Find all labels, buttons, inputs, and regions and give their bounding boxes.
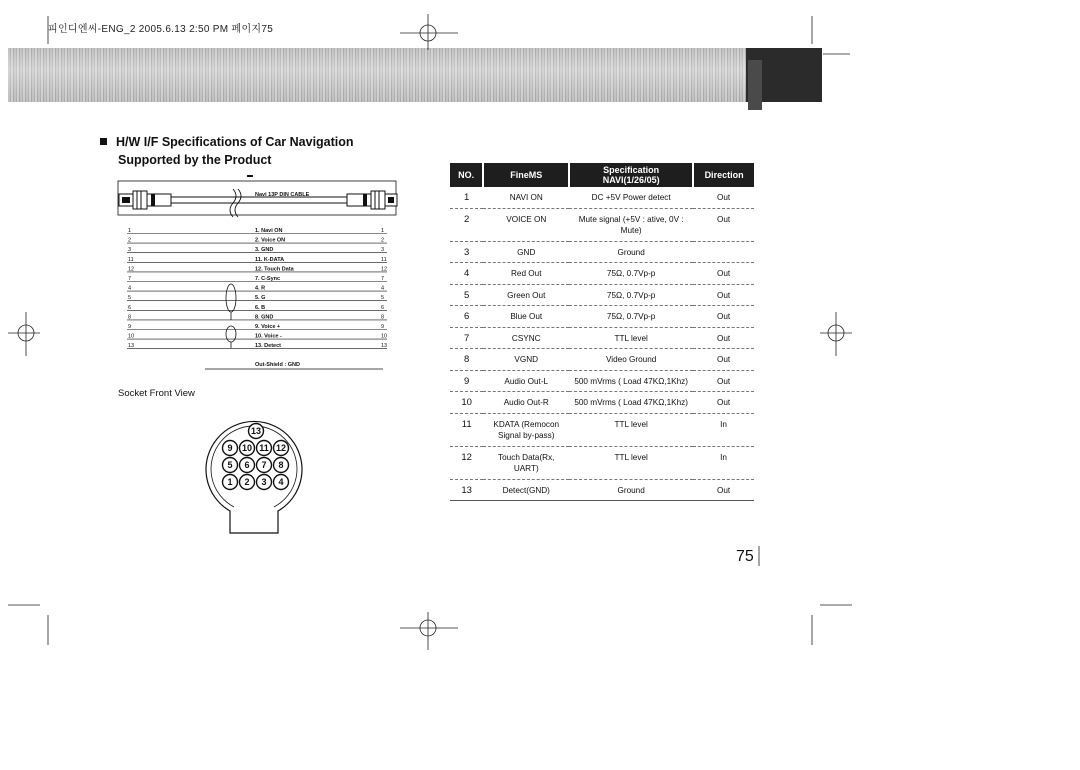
- cell-direction: In: [693, 413, 754, 446]
- table-row: [450, 284, 754, 306]
- socket-pin-number: 3: [261, 477, 267, 487]
- section-title-line2: Supported by the Product: [118, 153, 272, 167]
- header-specification: [569, 163, 693, 187]
- wire-right-number: 1: [381, 228, 385, 234]
- shield-ellipse-voice: [226, 326, 236, 342]
- socket-pin-number: 10: [241, 443, 253, 453]
- cell-direction: Out: [693, 208, 754, 241]
- cell-no: 2: [450, 208, 483, 241]
- print-header-info: 피인디엔씨-ENG_2 2005.6.13 2:50 PM 페이지75: [48, 24, 274, 35]
- wire-right-number: 2: [381, 237, 385, 244]
- cell-finems: CSYNC: [483, 327, 569, 349]
- cell-direction: Out: [693, 263, 754, 285]
- cell-finems: Touch Data(Rx, UART): [483, 446, 569, 479]
- table-row: [450, 306, 754, 328]
- socket-pin-number: 12: [275, 443, 287, 453]
- cell-spec: 500 mVrms ( Load 47KΩ,1Khz): [569, 392, 693, 414]
- wire-right-number: 4: [381, 285, 385, 292]
- cell-finems: KDATA (Remocon Signal by-pass): [483, 413, 569, 446]
- socket-pin-number: 5: [227, 460, 233, 470]
- socket-pin-number: 7: [261, 460, 267, 470]
- cell-spec: TTL level: [569, 446, 693, 479]
- socket-caption: Socket Front View: [118, 388, 195, 399]
- table-row: [450, 327, 754, 349]
- cell-spec: Ground: [569, 241, 693, 263]
- wire-signal-label: 8. GND: [255, 314, 274, 321]
- wire-left-number: 11: [128, 256, 134, 263]
- cell-no: 11: [450, 413, 483, 446]
- cell-no: 6: [450, 306, 483, 328]
- cell-direction: Out: [693, 327, 754, 349]
- socket-front-view: [200, 405, 310, 541]
- table-row: [450, 263, 754, 285]
- cell-no: 12: [450, 446, 483, 479]
- table-row: [450, 446, 754, 479]
- cell-finems: Red Out: [483, 263, 569, 285]
- header-spec-line2: NAVI(1/26/05): [602, 175, 660, 185]
- header-no: NO.: [450, 163, 483, 187]
- socket-pin-number: 1: [227, 477, 233, 487]
- cable-name-label: Navi 13P DIN CABLE: [255, 192, 310, 198]
- wire-left-number: 1: [128, 228, 132, 234]
- left-din-connector-icon: [119, 191, 171, 209]
- cell-spec: Ground: [569, 479, 693, 501]
- cell-spec: DC +5V Power detect: [569, 187, 693, 208]
- cell-finems: VOICE ON: [483, 208, 569, 241]
- wire-left-number: 8: [128, 314, 132, 321]
- socket-pin-number: 6: [244, 460, 250, 470]
- cell-spec: Video Ground: [569, 349, 693, 371]
- wire-signal-label: 11. K-DATA: [255, 256, 285, 263]
- cell-no: 9: [450, 370, 483, 392]
- socket-pin-number: 13: [250, 426, 262, 436]
- wire-signal-label: 1. Navi ON: [255, 228, 283, 234]
- spec-table: [450, 163, 754, 501]
- wire-left-number: 10: [128, 333, 135, 340]
- cell-direction: Out: [693, 306, 754, 328]
- section-title-line1: H/W I/F Specifications of Car Navigation: [116, 135, 354, 149]
- cell-spec: TTL level: [569, 327, 693, 349]
- table-header-row: [450, 163, 754, 187]
- table-row: [450, 208, 754, 241]
- cell-direction: In: [693, 446, 754, 479]
- cell-no: 3: [450, 241, 483, 263]
- table-row: [450, 187, 754, 208]
- socket-pin-number: 11: [259, 443, 269, 453]
- socket-pin-number: 8: [278, 460, 284, 470]
- wire-signal-label: 7. C-Sync: [255, 276, 281, 282]
- wire-right-number: 13: [381, 343, 388, 350]
- table-row: [450, 479, 754, 501]
- wire-left-number: 5: [128, 295, 132, 302]
- wire-left-number: 2: [128, 237, 132, 244]
- wire-right-number: 8: [381, 314, 385, 321]
- socket-pin-number: 4: [278, 477, 284, 487]
- cell-no: 8: [450, 349, 483, 371]
- bullet-square-icon: [100, 138, 107, 145]
- cell-spec: 75Ω, 0.7Vp-p: [569, 306, 693, 328]
- wire-left-number: 13: [128, 343, 135, 350]
- wire-signal-label: 9. Voice +: [255, 324, 281, 330]
- cell-finems: Green Out: [483, 284, 569, 306]
- header-finems: FineMS: [483, 163, 569, 187]
- cell-spec: 500 mVrms ( Load 47KΩ,1Khz): [569, 370, 693, 392]
- shield-ellipse-rgb: [226, 284, 236, 312]
- cell-no: 10: [450, 392, 483, 414]
- cell-spec: 75Ω, 0.7Vp-p: [569, 284, 693, 306]
- table-row: [450, 370, 754, 392]
- wire-left-number: 7: [128, 276, 132, 282]
- wire-right-number: 3: [381, 247, 385, 254]
- table-row: [450, 392, 754, 414]
- wire-signal-label: 5. G: [255, 295, 266, 302]
- cell-direction: Out: [693, 392, 754, 414]
- cell-direction: Out: [693, 349, 754, 371]
- cell-direction: Out: [693, 284, 754, 306]
- wire-signal-label: 6. B: [255, 304, 266, 311]
- cell-direction: Out: [693, 370, 754, 392]
- wire-right-number: 12: [381, 266, 388, 273]
- header-direction: Direction: [693, 163, 754, 187]
- header-spec-line1: Specification: [603, 165, 660, 175]
- cell-finems: Blue Out: [483, 306, 569, 328]
- wire-signal-label: 3. GND: [255, 247, 274, 254]
- socket-pin-number: 2: [244, 477, 250, 487]
- wire-left-number: 9: [128, 324, 132, 330]
- wire-right-number: 9: [381, 324, 385, 330]
- cell-no: 5: [450, 284, 483, 306]
- wire-left-number: 4: [128, 285, 132, 292]
- cell-finems: Detect(GND): [483, 479, 569, 501]
- cell-direction: Out: [693, 479, 754, 501]
- table-row: [450, 241, 754, 263]
- wire-signal-label: 4. R: [255, 285, 266, 292]
- wire-right-number: 7: [381, 276, 385, 282]
- cell-no: 4: [450, 263, 483, 285]
- cable-wiring-diagram: [115, 172, 405, 372]
- wire-signal-label: 2. Voice ON: [255, 237, 286, 244]
- socket-pin-number: 9: [227, 443, 233, 453]
- wire-signal-label: 13. Detect: [255, 343, 281, 350]
- cell-finems: VGND: [483, 349, 569, 371]
- wire-right-number: 11: [381, 256, 387, 263]
- cell-finems: Audio Out-L: [483, 370, 569, 392]
- cell-spec: Mute signal (+5V : ative, 0V : Mute): [569, 208, 693, 241]
- cell-spec: TTL level: [569, 413, 693, 446]
- cell-finems: GND: [483, 241, 569, 263]
- cell-direction: Out: [693, 187, 754, 208]
- wire-signal-label: 10. Voice -: [255, 333, 282, 340]
- right-din-connector-icon: [347, 191, 397, 209]
- wire-left-number: 6: [128, 304, 132, 311]
- table-row: [450, 349, 754, 371]
- wire-right-number: 10: [381, 333, 388, 340]
- page-number: 75: [736, 548, 754, 565]
- cell-spec: 75Ω, 0.7Vp-p: [569, 263, 693, 285]
- wire-left-number: 12: [128, 266, 135, 273]
- cell-no: 7: [450, 327, 483, 349]
- wire-right-number: 5: [381, 295, 385, 302]
- cell-direction: [693, 241, 754, 263]
- wire-signal-label: 12. Touch Data: [255, 266, 294, 273]
- cell-no: 13: [450, 479, 483, 501]
- wire-left-number: 3: [128, 247, 132, 254]
- wire-right-number: 6: [381, 304, 385, 311]
- section-title: [100, 133, 354, 169]
- table-row: [450, 413, 754, 446]
- cell-finems: NAVI ON: [483, 187, 569, 208]
- cell-finems: Audio Out-R: [483, 392, 569, 414]
- cell-no: 1: [450, 187, 483, 208]
- shield-label: Out-Shield : GND: [255, 362, 300, 368]
